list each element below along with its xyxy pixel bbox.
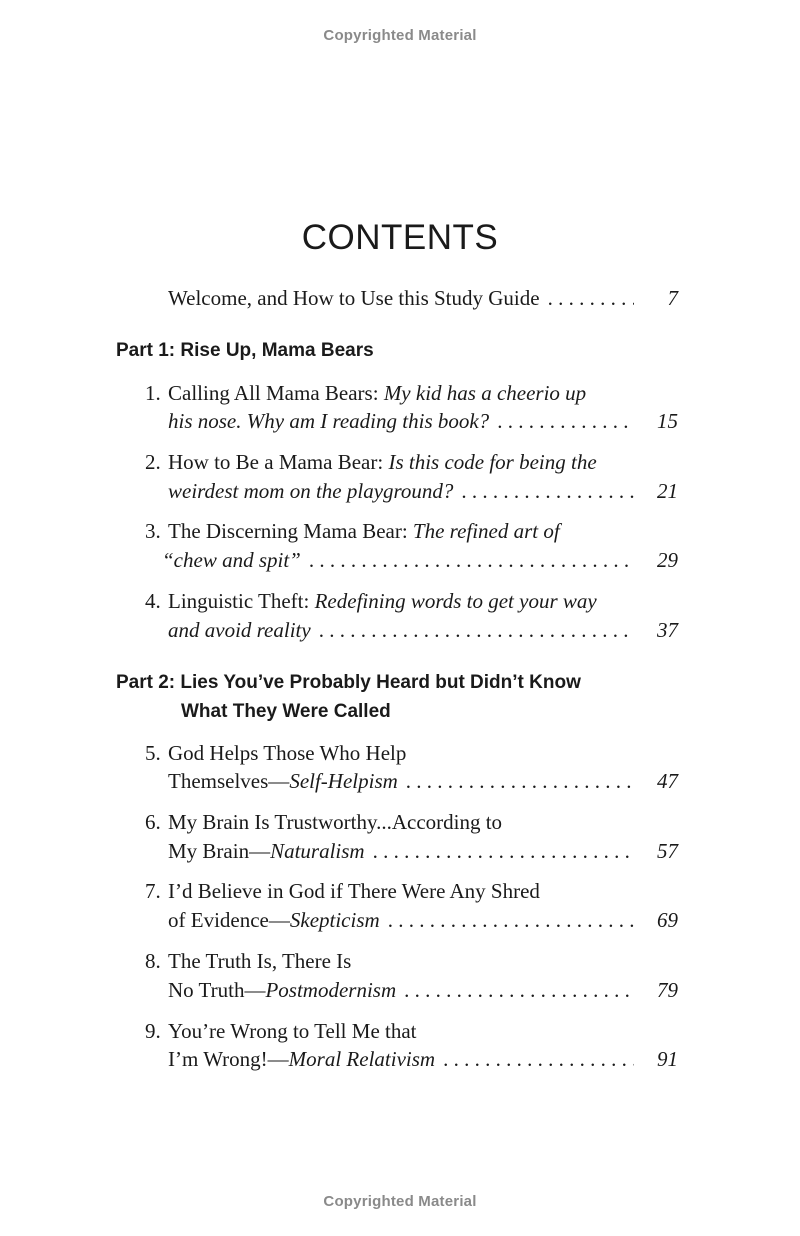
toc-entry-line1[interactable]: [168, 517, 560, 545]
entry-subtitle: and avoid reality: [168, 618, 311, 642]
page-number: 69: [657, 908, 678, 932]
dot-leader: [309, 546, 634, 574]
chapter-number: 4.: [145, 589, 161, 613]
entry-title: I’d Believe in God if There Were Any Shred: [168, 879, 540, 903]
entry-subtitle: Is this code for being the: [388, 450, 597, 474]
entry-title: of Evidence—Skepticism: [168, 908, 380, 932]
chapter-number: 7.: [145, 879, 161, 903]
watermark-bottom: Copyrighted Material: [323, 1193, 477, 1210]
entry-title: The Discerning Mama Bear:: [168, 519, 413, 543]
dot-leader: [443, 1045, 634, 1073]
entry-subtitle: “chew and spit”: [162, 548, 301, 572]
toc-entry-line1[interactable]: [168, 877, 540, 905]
entry-title: Linguistic Theft:: [168, 589, 315, 613]
page-number: 15: [657, 409, 678, 433]
entry-title: Welcome, and How to Use this Study Guide: [168, 286, 540, 310]
dot-leader: [461, 477, 634, 505]
toc-entry-line2[interactable]: [168, 407, 640, 435]
dot-leader: [388, 906, 634, 934]
toc-entry-line1[interactable]: [168, 947, 351, 975]
chapter-number: 2.: [145, 450, 161, 474]
chapter-number: 5.: [145, 741, 161, 765]
watermark-top: Copyrighted Material: [323, 27, 477, 44]
entry-subtitle: his nose. Why am I reading this book?: [168, 409, 490, 433]
chapter-number: 3.: [145, 519, 161, 543]
toc-entry-line2[interactable]: [168, 976, 640, 1004]
chapter-number: 1.: [145, 381, 161, 405]
entry-subtitle: weirdest mom on the playground?: [168, 479, 454, 503]
entry-subtitle: My kid has a cheerio up: [383, 381, 587, 405]
page-number: 79: [657, 978, 678, 1002]
dot-leader: [548, 284, 634, 312]
toc-entry-line1[interactable]: [168, 808, 502, 836]
page-number: 37: [657, 618, 678, 642]
toc-entry-line2[interactable]: [168, 616, 640, 644]
page-number: 57: [657, 839, 678, 863]
toc-entry-welcome[interactable]: [168, 284, 640, 312]
part-heading-line2: What They Were Called: [181, 701, 391, 722]
toc-entry-line1[interactable]: [168, 739, 406, 767]
page-title: CONTENTS: [301, 218, 499, 257]
dot-leader: [404, 976, 634, 1004]
toc-entry-line2[interactable]: [168, 1045, 640, 1073]
dot-leader: [373, 837, 634, 865]
toc-entry-line2[interactable]: [168, 477, 640, 505]
chapter-number: 9.: [145, 1019, 161, 1043]
dot-leader: [319, 616, 634, 644]
dot-leader: [497, 407, 634, 435]
entry-title: How to Be a Mama Bear:: [168, 450, 389, 474]
part-heading: Part 1: Rise Up, Mama Bears: [116, 340, 374, 361]
page-number: 21: [657, 479, 678, 503]
entry-title: No Truth—Postmodernism: [168, 978, 397, 1002]
toc-entry-line1[interactable]: [168, 448, 597, 476]
chapter-number: 6.: [145, 810, 161, 834]
entry-title: God Helps Those Who Help: [168, 741, 407, 765]
entry-title: The Truth Is, There Is: [168, 949, 352, 973]
entry-subtitle: The refined art of: [412, 519, 560, 543]
entry-title: Calling All Mama Bears:: [168, 381, 384, 405]
chapter-number: 8.: [145, 949, 161, 973]
toc-entry-line2[interactable]: [162, 546, 640, 574]
entry-title: My Brain—Naturalism: [168, 839, 365, 863]
page-number: 91: [657, 1047, 678, 1071]
toc-entry-line1[interactable]: [168, 587, 597, 615]
part-heading: Part 2: Lies You’ve Probably Heard but Didn’t Know: [116, 672, 581, 693]
entry-title: I’m Wrong!—Moral Relativism: [168, 1047, 436, 1071]
toc-entry-line1[interactable]: [168, 379, 586, 407]
entry-title: You’re Wrong to Tell Me that: [168, 1019, 417, 1043]
entry-subtitle: Redefining words to get your way: [314, 589, 597, 613]
toc-entry-line2[interactable]: [168, 837, 640, 865]
entry-title: My Brain Is Trustworthy...According to: [168, 810, 503, 834]
page-number: 29: [657, 548, 678, 572]
toc-entry-line1[interactable]: [168, 1017, 417, 1045]
dot-leader: [406, 767, 634, 795]
toc-entry-line2[interactable]: [168, 767, 640, 795]
toc-entry-line2[interactable]: [168, 906, 640, 934]
page-number: 47: [657, 769, 678, 793]
entry-title: Themselves—Self-Helpism: [168, 769, 398, 793]
page-number: 7: [667, 286, 678, 310]
